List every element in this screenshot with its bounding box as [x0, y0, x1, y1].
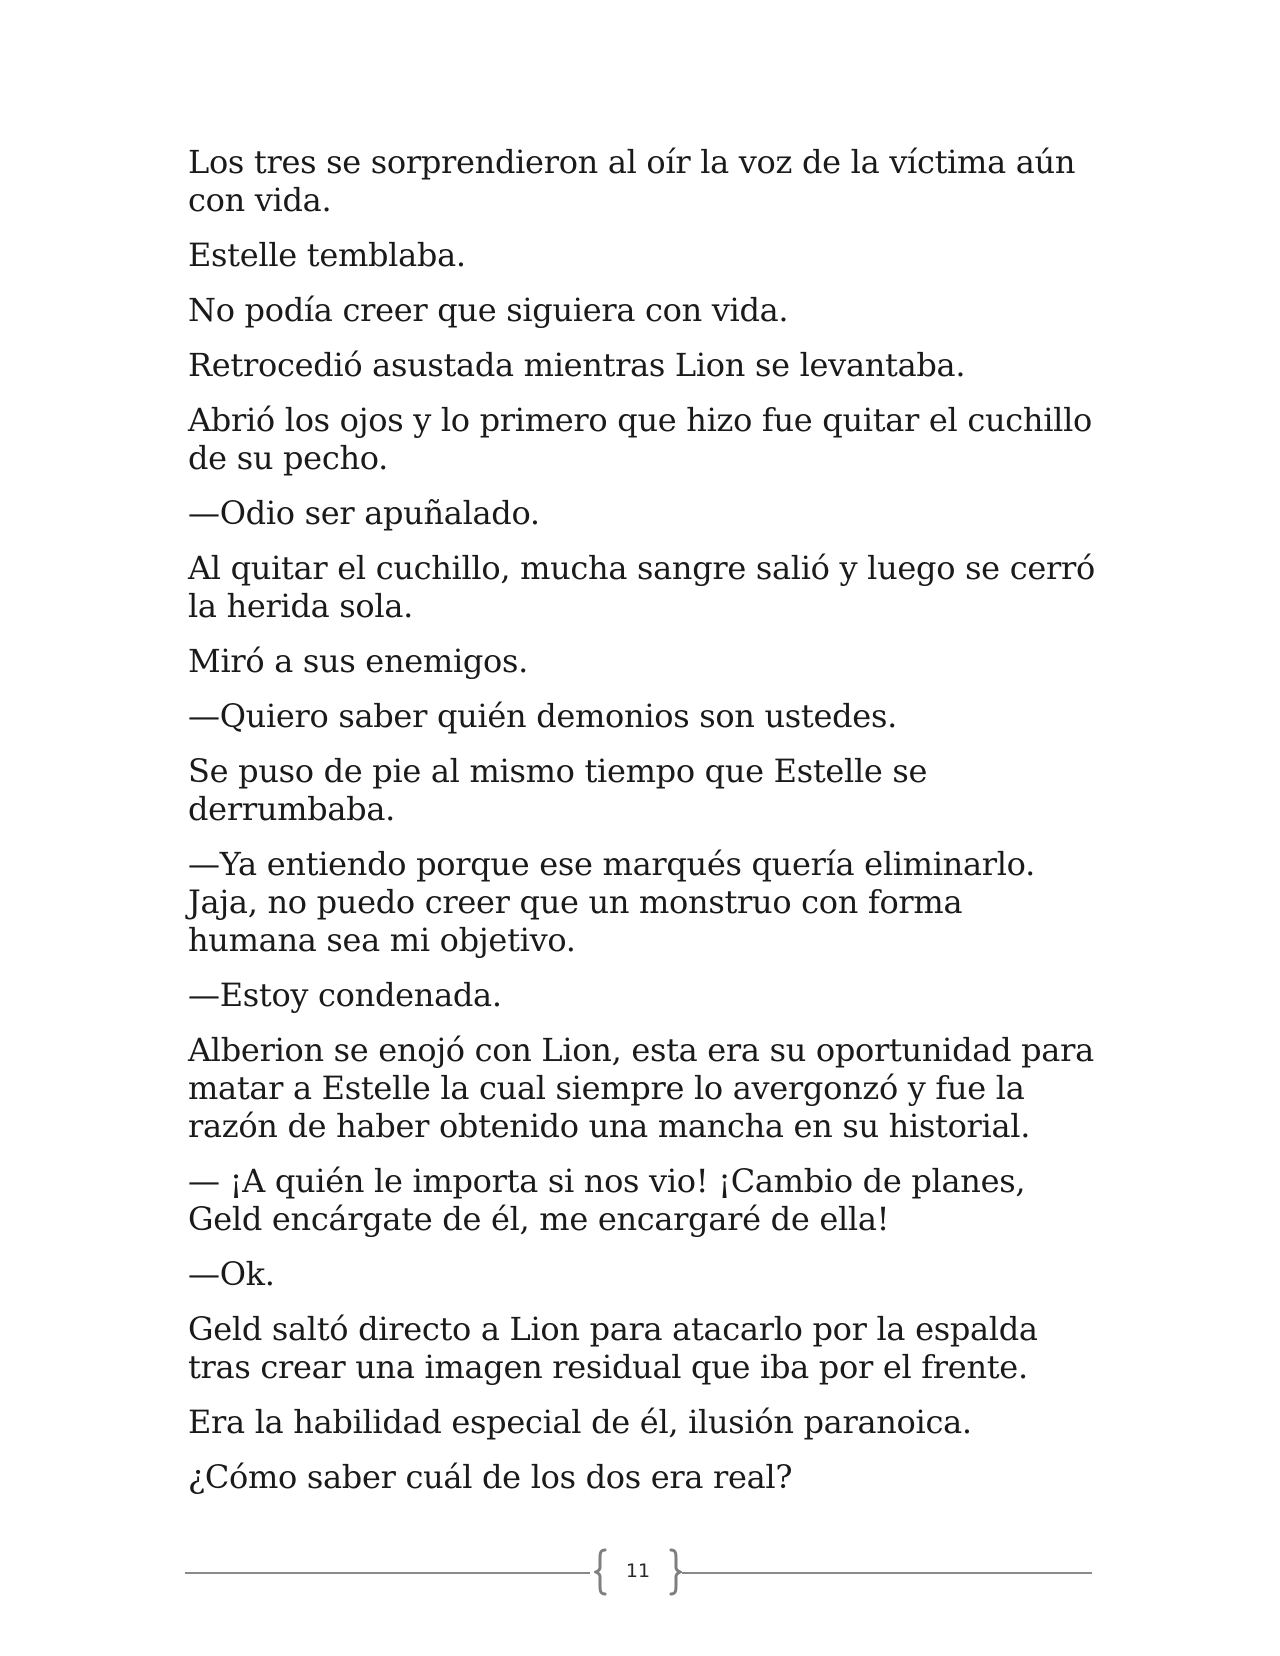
- paragraph: Retrocedió asustada mientras Lion se levantaba.: [188, 346, 966, 384]
- page-number: 11: [625, 1560, 651, 1582]
- paragraph: Abrió los ojos y lo primero que hizo fue quitar el cuchillo de su pecho.: [188, 401, 1092, 477]
- dialogue-paragraph: — ¡A quién le importa si nos vio! ¡Cambio de planes, Geld encárgate de él, me encargaré de ella!: [188, 1162, 1026, 1238]
- page-footer: [185, 1548, 1092, 1598]
- page-body: [188, 143, 1098, 1513]
- paragraph: Geld saltó directo a Lion para atacarlo por la espalda tras crear una imagen residual que iba por el frente.: [188, 1310, 1038, 1386]
- left-brace-icon: [594, 1548, 608, 1596]
- paragraph: Se puso de pie al mismo tiempo que Estelle se derrumbaba.: [188, 752, 928, 828]
- paragraph: Al quitar el cuchillo, mucha sangre salió y luego se cerró la herida sola.: [188, 549, 1095, 625]
- dialogue-paragraph: —Estoy condenada.: [188, 976, 502, 1014]
- footer-rule-left: [185, 1572, 590, 1574]
- paragraph: ¿Cómo saber cuál de los dos era real?: [188, 1458, 793, 1496]
- paragraph: Miró a sus enemigos.: [188, 642, 529, 680]
- paragraph: No podía creer que siguiera con vida.: [188, 291, 789, 329]
- right-brace-icon: [668, 1548, 682, 1596]
- paragraph: Alberion se enojó con Lion, esta era su oportunidad para matar a Estelle la cual siempre lo avergonzó y fue la razón de haber obtenido una mancha en su historial.: [188, 1031, 1094, 1145]
- dialogue-paragraph: —Quiero saber quién demonios son ustedes.: [188, 697, 897, 735]
- dialogue-paragraph: —Odio ser apuñalado.: [188, 494, 540, 532]
- paragraph: Era la habilidad especial de él, ilusión paranoica.: [188, 1403, 972, 1441]
- paragraph: Los tres se sorprendieron al oír la voz de la víctima aún con vida.: [188, 143, 1076, 219]
- paragraph: Estelle temblaba.: [188, 236, 466, 274]
- dialogue-paragraph: —Ok.: [188, 1255, 275, 1293]
- dialogue-paragraph: —Ya entiendo porque ese marqués quería eliminarlo. Jaja, no puedo creer que un monstruo con forma humana sea mi objetivo.: [188, 845, 1035, 959]
- footer-rule-right: [682, 1572, 1092, 1574]
